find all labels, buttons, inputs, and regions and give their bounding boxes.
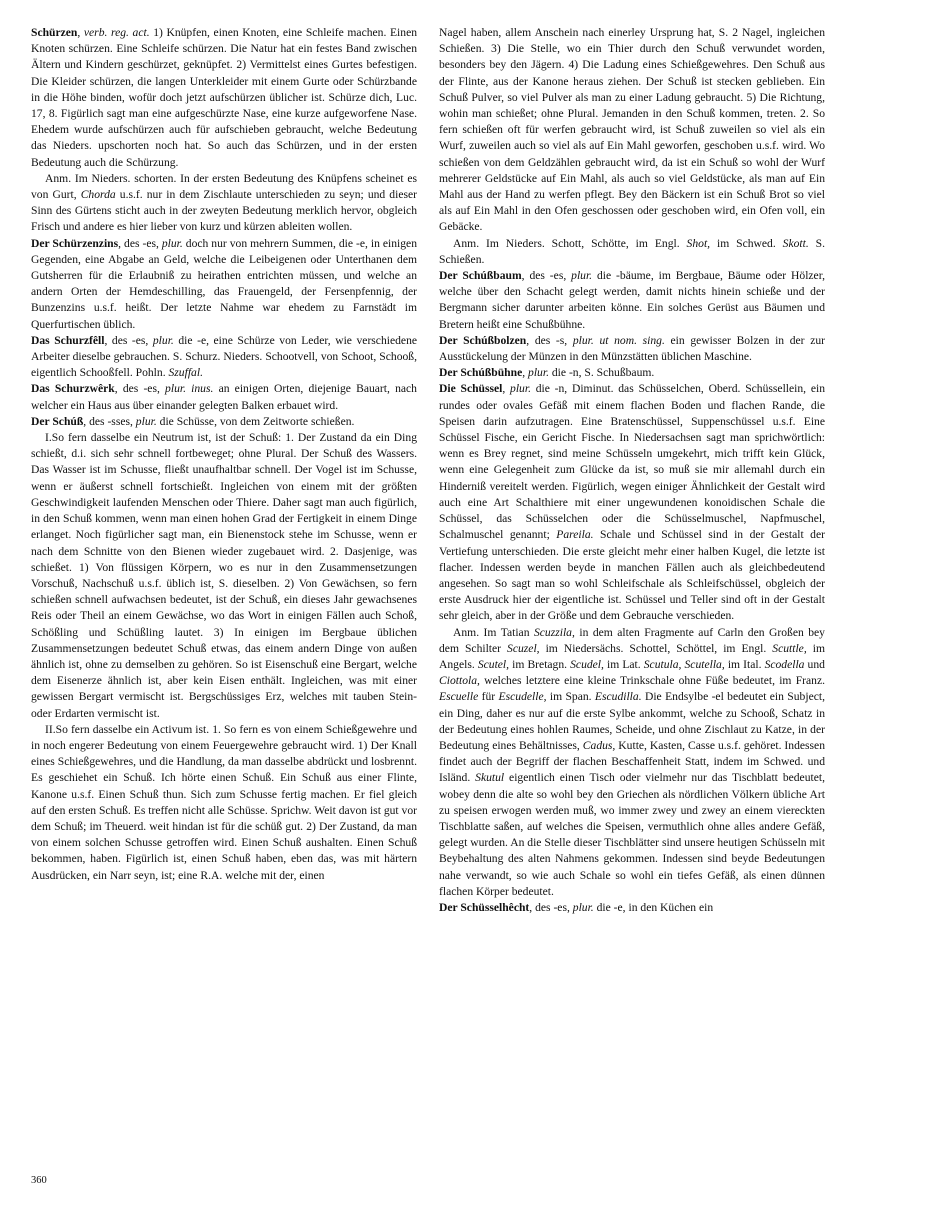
grammar-note: plur. [571, 269, 593, 283]
foreign-word: Szuffal. [168, 366, 203, 380]
definition: die -bäume, im Bergbaue, Bäume oder Hölzer, welche über den Schacht gelegt werden, damit nichts hinein schieße und der Bergmann sicher darunter arbeiten könne. Ein solches Gerüst aus Bäumen und Bretern heißt eine Schußbühne. [439, 269, 825, 331]
annotation-text: u.s.f. nur in dem Zischlaute unterschieden zu seyn; und dieser Sinn des Gürtens sticht auch in der zweyten Bedeutung merklich hervor, obgleich Frisch und andere es hier lieber von kurz und kürzen ableiten wollen. [31, 188, 417, 234]
foreign-word: Scodella [764, 657, 805, 671]
foreign-word: Escudilla. [594, 690, 642, 704]
annotation-schuss [439, 236, 825, 268]
page-number: 360 [31, 1175, 47, 1186]
inflection: , des -es, [529, 900, 573, 914]
entry-schuerzenzins [31, 236, 417, 333]
schuss-section-activum: II.So fern dasselbe ein Activum ist. 1. So fern es von einem Schießgewehre und in noch engerer Bedeutung von einem Feuergewehre gebraucht wird. 1) Der Knall eines Schießgewehres, und die Handlung, da man dasselbe abdrückt und losbrennt. Es geschiehet ein Schuß. Ich hörte einen Schuß. Ein Schuß aus einer Flinte, Kanone u.s.f. Einen Schuß thun. Sich zum Schusse fertig machen. Er fiel gleich auf den ersten Schuß. Es treffen nicht alle Schüsse. Sprichw. Weit davon ist gut vor dem Schuß; im Theuerd. weit hindan ist für die schüß gut. 2) Der Zustand, da man von einem solchen Schusse getroffen wird. Einen Schuß aushalten. Einen Schuß bekommen, haben. Figürlich ist, einen Schuß haben, eben das, was mit härtern Ausdrücken, ein Narr seyn, ist; eine R.A. welche mit der, einen [31, 722, 417, 882]
definition: die -n, S. Schußbaum. [548, 366, 655, 380]
annotation-text: im Schwed. [710, 236, 783, 250]
annotation-schuerzen [31, 171, 417, 236]
headword: Der Schúßbühne [439, 366, 523, 380]
foreign-word: Scuzzila, [533, 625, 575, 639]
inflection: , [522, 366, 529, 380]
foreign-word: Scutel, [477, 657, 510, 671]
annotation-text: Anm. Im Nieders. schorten. In der ersten Bedeutung des Knüpfens scheinet es von Gurt, [31, 171, 417, 202]
inflection: , des -es, [521, 269, 572, 283]
annotation-text: S. Schießen. [439, 236, 825, 266]
definition: 1) Knüpfen, einen Knoten, eine Schleife machen. Einen Knoten schürzen. Eine Schleife schürzen. Die Natur hat ein festes Band zwischen Ältern und Kindern geschürzet, geknüpfet. 2) Vermittelst eines Gurtes befestigen. Die Kleider schürzen, die langen Unterkleider mit einem Gurte oder Schürzbande in die Höhe binden, wofür doch jetzt aufschürzen üblicher ist. Schürze dich, Luc. 17, 8. Figürlich sagt man eine aufgeschürzte Nase, eine kurze aufgeworfene Nase. Ehedem wurde aufschürzen auch für aufschieben gebraucht, welche Bedeutung das Nieders. upschorten noch hat. So auch das Schürzen, und in der ersten Bedeutung auch die Schürzung. [31, 26, 418, 169]
headword: Der Schúßbolzen [439, 333, 527, 347]
inflection: , des -es, [118, 236, 162, 250]
entry-schussbuehne [439, 365, 825, 381]
annotation-text: im Angels. [439, 641, 825, 671]
foreign-word: Scuttle, [772, 641, 807, 655]
grammar-note: plur. [528, 366, 549, 380]
entry-schuerzen: Schürzen, verb. reg. act. 1) Knüpfen, einen Knoten, eine Schleife machen. Einen Knoten schürzen. Eine Schleife schürzen. Die Natur hat ein festes Band zwischen Ältern und Kindern geschürzet, geknüpfet. 2) Vermittelst eines Gurtes befestigen. Die Kleider schürzen, die langen Unterkleider mit einem Gurte oder Schürzbande in die Höhe binden, wofür doch jetzt aufschürzen üblicher ist. Schürze dich, Luc. 17, 8. Figürlich sagt man eine aufgeschürzte Nase, eine kurze aufgeworfene Nase. Ehedem wurde aufschürzen auch für aufschieben gebraucht, welche Bedeutung das Nieders. upschorten noch hat. So auch das Schürzen, und in der ersten Bedeutung auch die Schürzung. [31, 26, 418, 169]
right-column [439, 25, 825, 916]
grammar-note: plur. [510, 382, 531, 396]
inflection: , des -sses, [83, 414, 136, 428]
annotation-text: Anm. Im Nieders. Schott, Schötte, im Engl. [453, 236, 687, 250]
definition: die -e, in den Küchen ein [593, 900, 714, 914]
inflection: , [502, 382, 511, 396]
definition: Schale und Schüssel sind in der Gestalt der Vertiefung unterschieden. Die erste gleicht mehr einer halben Kugel, die letzte ist flacher. Indessen werden beyde in manchen Fällen auch als gleichbedeutend angesehen. So sagt man so wohl Schleifschale als Schleifschüssel, obgleich der erste Ausdruck hier der eigentliche ist. Schüssel und Teller sind oft in der Gestalt sehr gleich, aber in der Größe und dem Gebrauche verschieden. [439, 528, 825, 623]
entry-schussbolzen [439, 333, 825, 365]
inflection: , des -es, [104, 333, 153, 347]
definition: die Schüsse, von dem Zeitworte schießen. [156, 414, 355, 428]
headword: Das Schurzwêrk [31, 382, 115, 396]
foreign-word: Shot, [686, 236, 711, 250]
foreign-word: Ciottola, [439, 674, 480, 688]
annotation-text: im Bretagn. [509, 657, 571, 671]
foreign-word: Pareila. [556, 528, 594, 542]
definition: ein gewisser Bolzen in der zur Ausstückelung der Münzen in den Münzstätten üblichen Maschine. [439, 333, 825, 364]
annotation-latin: Chorda [80, 188, 116, 202]
entry-schuesselhecht [439, 900, 825, 916]
left-column [31, 25, 417, 884]
annotation-text: für [478, 690, 499, 704]
entry-schuessel [439, 381, 825, 624]
annotation-text: im Lat. [603, 657, 644, 671]
foreign-word: Escuelle [439, 690, 479, 704]
grammar-note: plur. [161, 236, 183, 250]
entry-schuss [31, 414, 417, 430]
schuss-section-neutrum: I.So fern dasselbe ein Neutrum ist, ist der Schuß: 1. Der Zustand da ein Ding schießt, d.i. sich sehr schnell fortbeweget; ohne Plural. Der Schuß des Wassers. Das Wasser ist im Schusse, fließt unaufhaltbar schnell. Der Vogel ist im Schusse, wenn er äußerst schnell fortschießt. Ingleichen von einem mit der größten Geschwindigkeit laufenden Menschen oder Thiere. Daher sagt man auch figürlich, in den Schuß kommen, wenn man einen hohen Grad der Fertigkeit in einem Dinge erlanget. Noch figürlicher sagt man, ein Bienenstock stehe im Schusse, wenn er nach dem Schnitte von den Bienen wieder zugebauet wird. 2. Dasjenige, was schießet. 1) Von flüssigen Körpern, wo es nur in den Zusammensetzungen Vorschuß, Nachschuß u.s.f. üblich ist, S. dieselben. 2) Von Gewächsen, so fern schießen schnell aufwachsen bedeutet, ist der Schuß, ein dieses Jahr gewachsenes Reis oder Theil an einem Gewächse, wo das Wort in einigen Fällen auch Schoß, Schößling und Schüßling lautet. 3) In einigen im Bergbaue üblichen Zusammensetzungen bedeutet Schuß etwas, das einem andern Dinge von außen ähnlich ist, ohne zu demselben zu gehören. So ist Eisenschuß eine Bergart, welche dem Eisenerze ähnlich ist, aber kein Eisen enthält. Ingleichen, was mit einer gewissen Bergart vermischt ist. Bergschüssiges Erz, welches mit tauben Stein- oder Erdarten vermischt ist. [31, 431, 417, 720]
headword: Der Schúßbaum [439, 269, 522, 283]
annotation-text: und [804, 657, 825, 671]
foreign-word: Scuzel, [507, 641, 540, 655]
inflection: , des -s, [526, 333, 573, 347]
headword: Das Schurzfêll [31, 333, 105, 347]
annotation-text: im Ital. [724, 657, 765, 671]
grammar-note: plur. ut nom. sing. [572, 333, 665, 347]
annotation-text: Die Endsylbe -el bedeutet ein Subject, ein Ding, daher es nur auf die erste Sylbe ankommt, welche zu Schooß, Schatz in der Bedeutung eines hohlen Raumes, Scheide, und ohne Zischlaut zu Katze, in der Bedeutung eines Behältnisses, [439, 690, 825, 752]
entry-schurzfell [31, 333, 417, 382]
definition: die -n, Diminut. das Schüsselchen, Oberd. Schüssellein, ein rundes oder ovales Gefäß mit einem flachen Boden und flachen Rande, die Speisen darin aufzutragen. Eine Bratenschüssel, Suppenschüssel u.s.f. Eine Schüssel Fische, ein Gericht Fische. In Niedersachsen sagt man sprichwörtlich: wenn es Brey regnet, sind meine Schüsseln umgekehrt, mich trifft kein Glück, wenn eine Gelegenheit zum Glücke da ist, so muß sie mir allemahl durch ein Hinderniß vereitelt werden. Figürlich, wegen einiger Ähnlichkeit der Gestalt wird auch eine Art Schalthiere mit einer ungewundenen konoidischen Schale die Schüssel, das Schüsselchen oder die Schüsselmuschel, Napfmuschel, Schalmuschel genannt; [439, 382, 825, 542]
annotation-text: im Niedersächs. Schottel, Schöttel, im Engl. [539, 641, 773, 655]
definition: an einigen Orten, diejenige Bauart, nach welcher ein Haus aus über einander gelegten Balken erbauet wird. [31, 382, 417, 412]
headword: Die Schüssel [439, 382, 503, 396]
annotation-schuessel [439, 625, 825, 900]
grammar-note: plur. [152, 333, 174, 347]
annotation-text: in dem alten Fragmente auf Carln den Großen bey dem Schilter [439, 625, 825, 655]
foreign-word: Scudel, [570, 657, 604, 671]
foreign-word: Cadus, [582, 738, 616, 752]
definition: doch nur von mehrern Summen, die -e, in einigen Gegenden, eine Abgabe an Geld, welche die Leibeigenen oder Unterthanen dem Gutsherren für die Erlaubniß zu heirathen entrichten müssen, und welche an andern Orten der Hemdeschilling, das Frauengeld, der Fersenpfennig, der Bunzenzins u.s.f. heißt. Der letzte Nahme war ehedem zu Farnstädt im Querfurtischen üblich. [31, 236, 417, 331]
annotation-text: eigentlich einen Tisch oder vielmehr nur das Tischblatt bedeutet, wobey denn die alte so wohl bey den Griechen als nördlichen Völkern übliche Art zu speisen erwogen werden muß, wo immer zwey und zwey an einem viereckten Tischblatte saßen, auf welches die Speisen, vermuthlich ohne alles andere Gefäß, gelegt wurden. An die Stelle dieser Tischblätter sind unsere heutigen Schüsseln mit Beybehaltung des alten Nahmens gekommen. Indessen sind beyde Bedeutungen nahe verwandt, so wie auch Schale so wohl ein tiefes Gefäß, als einen dünnen flachen Körper bedeutet. [439, 771, 825, 898]
foreign-word: Scutula, Scutella, [643, 657, 725, 671]
schuss-continuation: Nagel haben, allem Anschein nach einerley Ursprung hat, S. 2 Nagel, ingleichen Schießen. 3) Die Stelle, wo ein Thier durch den Schuß verwundet worden, besonders bey den Jägern. 4) Die Ladung eines Schießgewehres. Den Schuß aus der Flinte, aus der Kanone heraus ziehen. Der Schuß ist stecken geblieben. Ein Schuß Pulver, so viel Pulver als man zu einer Ladung gebraucht. 5) Die Richtung, wohin man schießet; ohne Plural. Jemanden in den Schuß kommen, treten. 2. So fern schießen oft für werfen gebraucht wird, ist Schuß zuweilen so viel als ein Wurf, zuweilen auch so viel als auf Ein Mahl geworfen, geschoben u.s.f. wird. Wo schießen von dem Geldzählen gebraucht wird, da ist ein Schuß so wohl der Wurf mehrerer Geldstücke auf Ein Mahl, als auch so viel Geldstücke, als man auf Ein Mahl aus der Hand zu werfen pflegt. Bey den Bäckern ist ein Schuß Brot so viel als auf Ein Mahl in den Ofen geschossen oder geschoben wird, ein Ofen voll, ein Gebäcke. [439, 26, 825, 234]
annotation-text: im Span. [546, 690, 595, 704]
grammar-note: plur. [572, 900, 594, 914]
definition: die -e, eine Schürze von Leder, wie verschiedene Arbeiter dieselbe gebrauchen. S. Schurz. Nieders. Schootvell, von Schoot, Schooß, eigentlich Schooßfell. Pohln. [31, 333, 418, 380]
headword: Schürzen [31, 26, 78, 39]
grammar-note: verb. reg. act. [83, 26, 150, 39]
annotation-text: welches letztere eine kleine Trinkschale ohne Füße bedeutet, im Franz. [479, 674, 825, 688]
foreign-word: Skott. [782, 236, 809, 250]
entry-schurzwerk [31, 381, 417, 413]
inflection: , des -es, [114, 382, 166, 396]
headword: Der Schúß [31, 414, 84, 428]
headword: Der Schürzenzins [31, 236, 119, 250]
foreign-word: Skutul [475, 771, 505, 785]
annotation-text: Kutte, Kasten, Casse u.s.f. gehöret. Indessen findet auch der Begriff der flachen Beschaffenheit Statt, indem im Schwed. und Isländ. [439, 738, 825, 785]
entry-schussbaum [439, 268, 825, 333]
grammar-note: plur. inus. [165, 382, 214, 396]
headword: Der Schüsselhêcht [439, 900, 530, 914]
foreign-word: Escudelle, [498, 690, 547, 704]
annotation-text: Anm. Im Tatian [453, 625, 534, 639]
grammar-note: plur. [135, 414, 157, 428]
